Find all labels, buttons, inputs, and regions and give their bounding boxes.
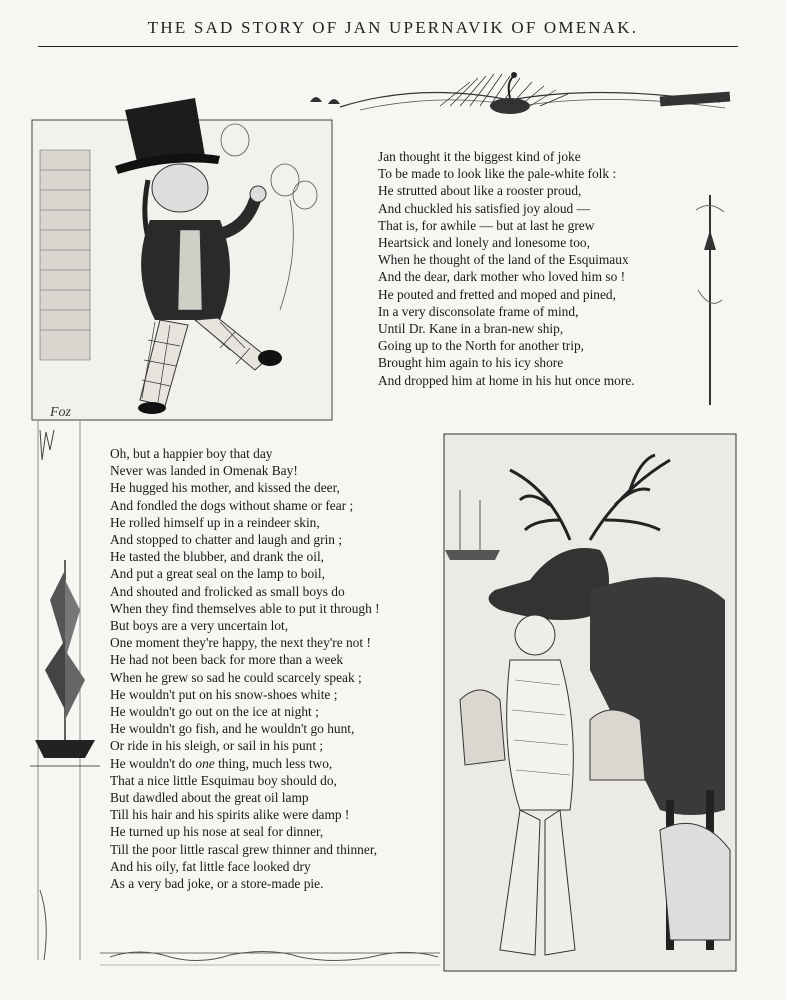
poem-line: He wouldn't put on his snow-shoes white ; — [110, 686, 338, 702]
boy-in-top-hat-illustration — [30, 70, 340, 430]
poem-line: Till his hair and his spirits alike were damp ! — [110, 807, 350, 823]
page-title: THE SAD STORY OF JAN UPERNAVIK OF OMENAK. — [147, 18, 639, 37]
poem-line-segment: thing, much less two, — [214, 755, 333, 771]
poem-line: When he thought of the land of the Esquimaux — [378, 252, 629, 268]
poem-line: He tasted the blubber, and drank the oil, — [110, 549, 325, 565]
poem-line: And stopped to chatter and laugh and grin ; — [110, 532, 343, 548]
poem-line: Brought him again to his icy shore — [378, 355, 564, 371]
poem-line: And the dear, dark mother who loved him so ! — [378, 269, 626, 285]
poem-line: He rolled himself up in a reindeer skin, — [110, 514, 320, 530]
boy-hugging-reindeer-illustration — [440, 430, 740, 975]
poem-line: Or ride in his sleigh, or sail in his punt ; — [110, 738, 324, 754]
poem-line: Going up to the North for another trip, — [378, 338, 585, 354]
spear-ornament-illustration — [690, 190, 730, 410]
poem-line: Jan thought it the biggest kind of joke — [378, 149, 581, 164]
poem-line: He strutted about like a rooster proud, — [378, 183, 582, 199]
poem-line: He pouted and fretted and moped and pined, — [378, 286, 616, 302]
poem-stanza-2 — [110, 445, 380, 892]
poem-line: When they find themselves able to put it through ! — [110, 600, 380, 616]
poem-line: He had not been back for more than a week — [110, 652, 344, 668]
poem-line: And put a great seal on the lamp to boil, — [110, 566, 325, 582]
poem-line: In a very disconsolate frame of mind, — [378, 303, 579, 319]
poem-line: To be made to look like the pale-white folk : — [378, 166, 617, 182]
poem-emphasis: one — [195, 755, 215, 771]
poem-line: As a very bad joke, or a store-made pie. — [110, 876, 324, 892]
sailing-ship-illustration — [30, 540, 100, 800]
poem-stanza-1 — [378, 148, 635, 389]
ice-shore-border-illustration — [100, 935, 440, 975]
poem-line: Heartsick and lonely and lonesome too, — [378, 235, 590, 251]
poem-line: He wouldn't go out on the ice at night ; — [110, 704, 319, 720]
poem-line: And shouted and frolicked as small boys do — [110, 583, 345, 599]
poem-line: Until Dr. Kane in a bran-new ship, — [378, 321, 564, 337]
poem-line-segment: He wouldn't do — [110, 755, 193, 771]
poem-line: Till the poor little rascal grew thinner and thinner, — [110, 841, 378, 857]
poem-line: He hugged his mother, and kissed the deer, — [110, 480, 340, 496]
poem-line: But dawdled about the great oil lamp — [110, 790, 309, 806]
poem-line: He wouldn't go fish, and he wouldn't go hunt, — [110, 721, 355, 737]
poem-line: That a nice little Esquimau boy should do, — [110, 772, 337, 788]
poem-line: But boys are a very uncertain lot, — [110, 618, 289, 634]
poem-line: One moment they're happy, the next they're not ! — [110, 635, 371, 651]
poem-line — [110, 755, 380, 772]
poem-line: Oh, but a happier boy that day — [110, 446, 273, 461]
title-rule — [38, 46, 738, 47]
poem-line: That is, for awhile — but at last he grew — [378, 217, 595, 233]
poem-line: And chuckled his satisfied joy aloud — — [378, 200, 590, 216]
poem-line: And his oily, fat little face looked dry — [110, 858, 311, 874]
peacock-border-illustration — [300, 62, 740, 132]
poem-line: Never was landed in Omenak Bay! — [110, 463, 298, 479]
poem-line: He turned up his nose at seal for dinner, — [110, 824, 324, 840]
poem-line: When he grew so sad he could scarcely speak ; — [110, 669, 362, 685]
artist-signature: Foz — [50, 405, 71, 420]
poem-line: And dropped him at home in his hut once more. — [378, 372, 635, 388]
poem-line: And fondled the dogs without shame or fear ; — [110, 497, 354, 513]
